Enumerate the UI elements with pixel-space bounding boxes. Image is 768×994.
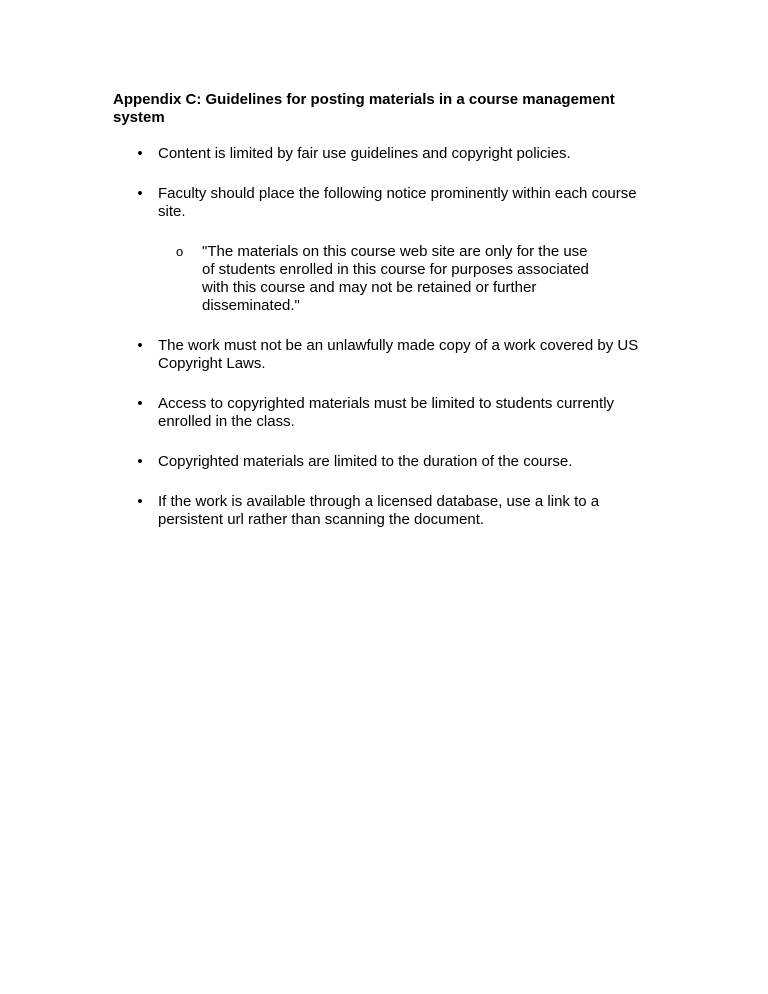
list-item — [0, 337, 648, 373]
notice-sublist — [158, 243, 648, 315]
bullet-icon: • — [137, 493, 143, 510]
list-item-text: Copyrighted materials are limited to the duration of the course. — [158, 453, 573, 470]
list-item-text: Faculty should place the following notice prominently within each course site. — [158, 185, 637, 220]
list-item-text: Content is limited by fair use guidelines and copyright policies. — [158, 145, 571, 162]
bullet-icon: • — [137, 453, 143, 470]
bullet-icon: • — [137, 337, 143, 354]
list-item — [0, 493, 648, 529]
document-heading: Appendix C: Guidelines for posting materials in a course management system — [113, 91, 615, 126]
bullet-icon: • — [137, 185, 143, 202]
list-item-text: If the work is available through a licensed database, use a link to a persistent url rather than scanning the document. — [158, 493, 600, 528]
sub-list-item — [158, 243, 602, 315]
list-item-text: Access to copyrighted materials must be limited to students currently enrolled in the class. — [158, 395, 615, 430]
bullet-icon: • — [137, 145, 143, 162]
list-item — [0, 453, 648, 471]
hollow-bullet-icon: o — [176, 244, 184, 259]
list-item — [0, 395, 648, 431]
notice-text: "The materials on this course web site are only for the use of students enrolled in this course for purposes associated with this course and may not be retained or further disseminated." — [202, 243, 589, 314]
list-item — [0, 145, 648, 163]
list-item — [0, 185, 648, 315]
list-item-text: The work must not be an unlawfully made copy of a work covered by US Copyright Laws. — [158, 337, 639, 372]
bullet-icon: • — [137, 395, 143, 412]
guidelines-list — [0, 145, 768, 551]
